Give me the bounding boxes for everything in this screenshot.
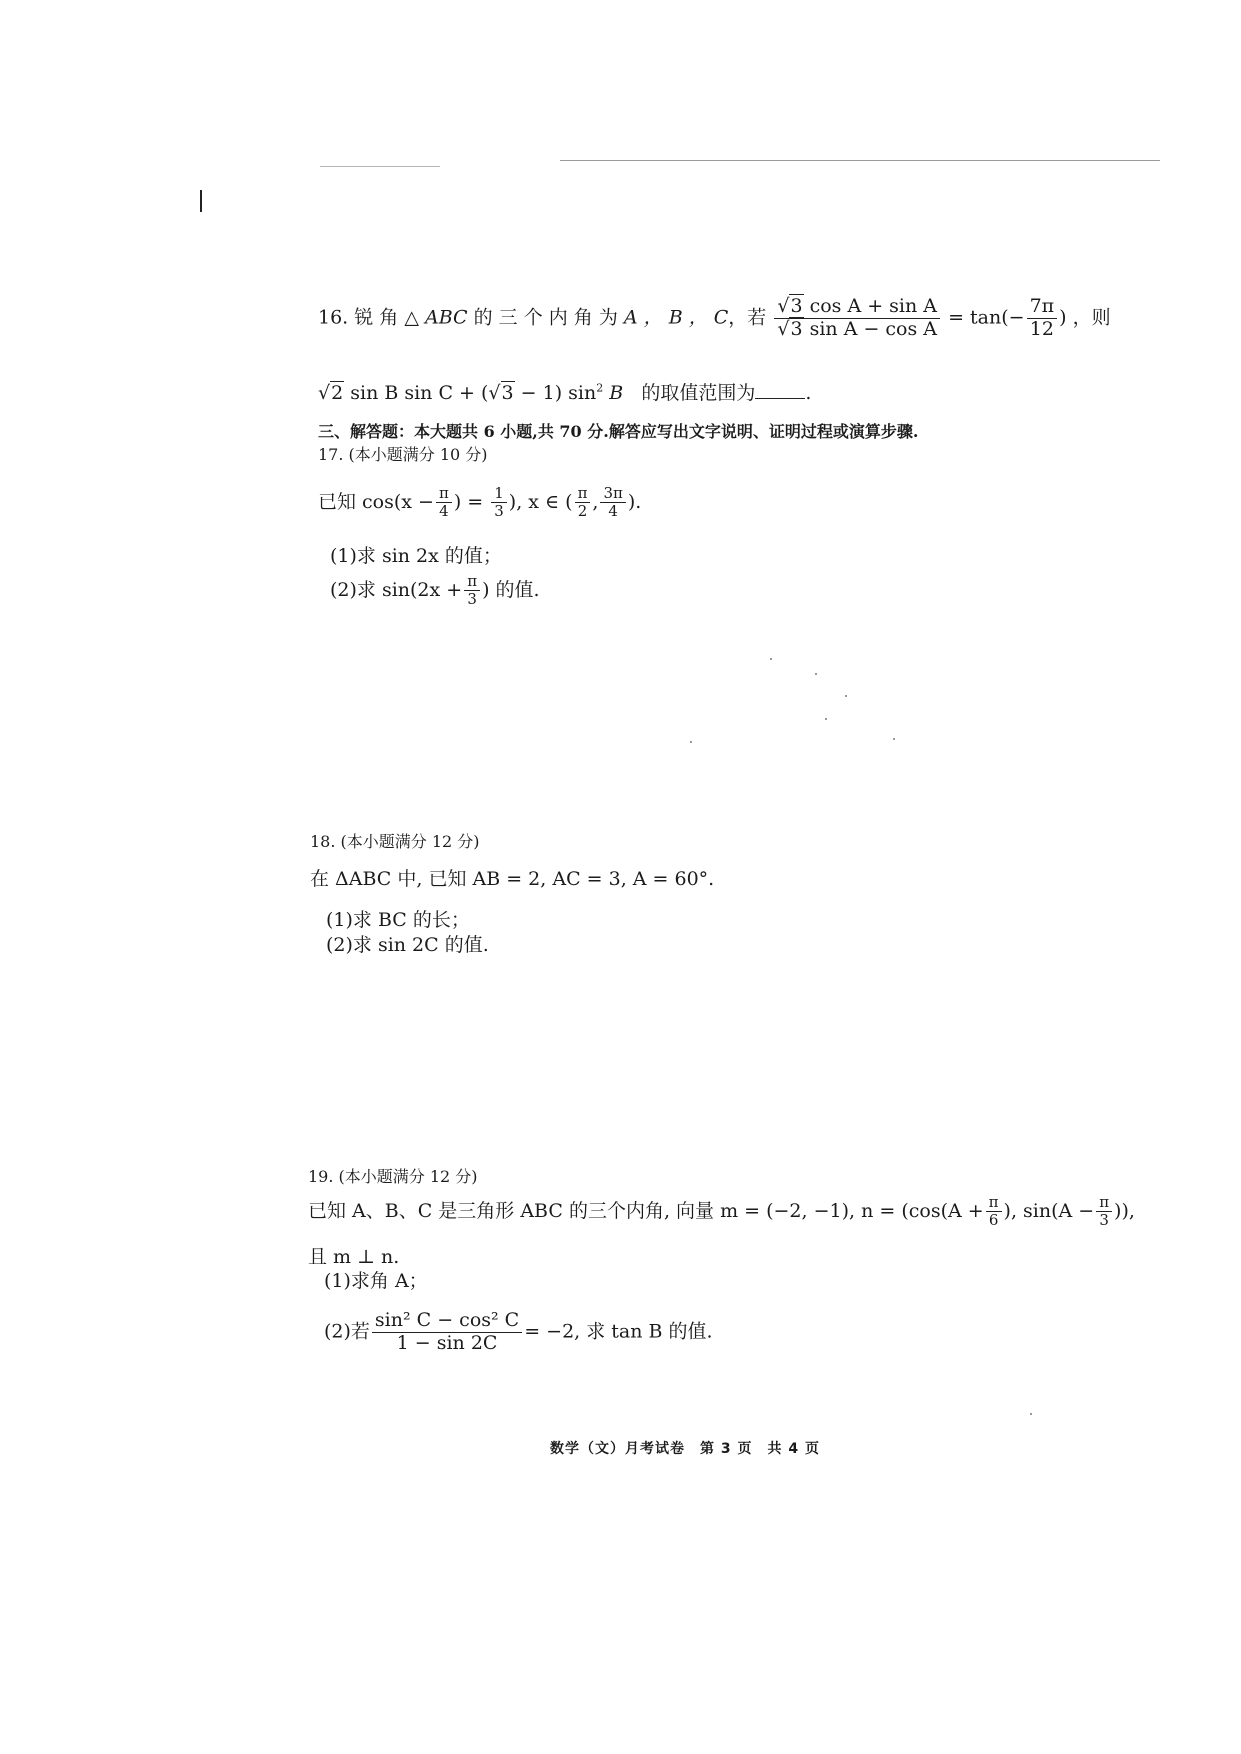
scan-speck	[770, 658, 772, 660]
scan-edge-line	[560, 160, 1160, 161]
question-19-condition: 且 m ⊥ n.	[308, 1246, 400, 1268]
fraction-tan: $\frac{7\pi}{12}$	[1027, 296, 1058, 341]
scan-speck	[690, 741, 692, 743]
scan-speck	[845, 695, 847, 697]
question-16-line2: √2 sin B sin C + (√3 − 1) $\sin^2 B$ 的取值范围为 .	[318, 381, 812, 404]
fraction-ratio: $\frac{\text{√3 cos A + sin A}}{\text{√3 sin A − cos A}}$	[774, 296, 940, 341]
question-17-part2: (2)求 sin(2x + $\frac{\pi}{3}$ ) 的值.	[330, 572, 540, 609]
question-18-part2: (2)求 sin 2C 的值.	[326, 934, 489, 956]
question-19-given: 已知 A、B、C 是三角形 ABC 的三个内角, 向量 m = (−2, −1), n = (cos(A + $\frac{\pi}{6}$ ), sin(A − $\frac{\pi}{3}$ )),	[308, 1193, 1135, 1230]
question-17-part1: (1)求 sin 2x 的值；	[330, 545, 502, 567]
question-18-given: 在 ΔABC 中, 已知 AB = 2, AC = 3, A = 60°.	[310, 868, 715, 890]
question-18-part1: (1)求 BC 的长；	[326, 909, 470, 931]
fraction-trig: $\frac{\text{sin² C − cos² C}}{1 - \sin 2C}$	[372, 1310, 522, 1355]
answer-blank[interactable]	[755, 398, 805, 399]
page-footer: 数学（文）月考试卷 第 3 页 共 4 页	[550, 1441, 820, 1457]
scan-speck	[815, 673, 817, 675]
section-heading: 三、解答题：本大题共 6 小题,共 70 分.解答应写出文字说明、证明过程或演算步骤.	[318, 422, 919, 441]
question-17-given: 已知 cos(x − $\frac{\pi}{4}$ ) = $\frac{1}{3}$ ), x ∈ ( $\frac{\pi}{2}$ , $\frac{3\pi}{4}$ ).	[318, 484, 642, 521]
question-19-part1: (1)求角 A；	[324, 1270, 428, 1292]
question-19-part2: (2)若 $\frac{\text{sin² C − cos² C}}{1 - \sin 2C}$ = −2, 求 tan B 的值.	[324, 1309, 713, 1354]
question-17-header: 17. (本小题满分 10 分)	[318, 445, 488, 464]
scan-speck	[893, 738, 895, 740]
question-16-line1: 16. 锐 角 △ ABC 的 三 个 内 角 为 A ， B ， C，若 $\frac{\text{√3 cos A + sin A}}{\text{√3 sin A − cos A}}$ = tan(− $\frac{7\pi}{12}$ ) ，则	[318, 295, 1111, 340]
scan-margin-mark	[200, 190, 202, 212]
scan-speck	[825, 718, 827, 720]
question-number: 16.	[318, 306, 349, 329]
question-19-header: 19. (本小题满分 12 分)	[308, 1167, 478, 1186]
scan-edge-line	[320, 166, 440, 167]
question-18-header: 18. (本小题满分 12 分)	[310, 832, 480, 851]
scan-speck	[1030, 1413, 1032, 1415]
